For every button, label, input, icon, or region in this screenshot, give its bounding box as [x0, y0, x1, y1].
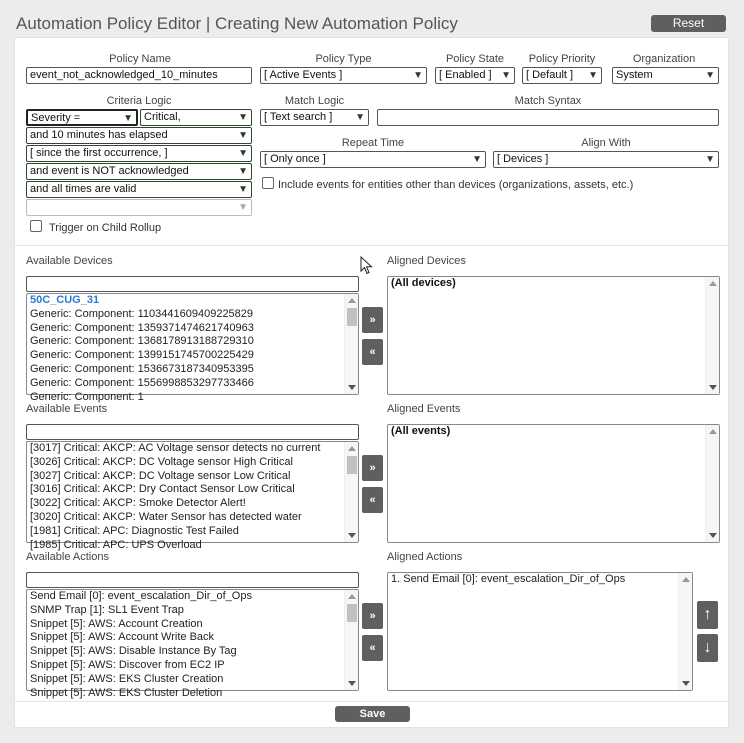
list-item[interactable]: [3022] Critical: AKCP: Smoke Detector Alert!	[30, 497, 246, 510]
list-item[interactable]: Generic: Component: 1556998853297733466	[30, 376, 254, 389]
list-item[interactable]: [3016] Critical: AKCP: Dry Contact Sensor Low Critical	[30, 483, 295, 496]
list-item[interactable]: Generic: Component: 1359371474621740963	[30, 321, 254, 334]
add-event-button[interactable]: »	[362, 455, 383, 481]
list-item[interactable]: Generic: Component: 1536673187340953395	[30, 362, 254, 375]
available-actions-label: Available Actions	[26, 551, 109, 563]
aligned-events-list[interactable]	[387, 424, 720, 543]
available-devices-list[interactable]	[26, 293, 359, 403]
list-item[interactable]: Generic: Component: 1103441609409225829	[30, 307, 254, 320]
scroll-thumb[interactable]	[347, 604, 357, 622]
move-down-button[interactable]: ↓	[697, 634, 718, 662]
actions-search-input[interactable]	[26, 572, 359, 588]
list-item[interactable]: [1981] Critical: APC: Diagnostic Test Failed	[30, 524, 239, 537]
devices-search-input[interactable]	[26, 276, 359, 292]
aligned-events-label: Aligned Events	[387, 403, 461, 415]
scrollbar[interactable]	[344, 442, 358, 542]
scroll-up-arrow-icon[interactable]	[348, 594, 356, 599]
available-events-list[interactable]	[26, 441, 359, 551]
policy-priority-select[interactable]	[522, 67, 602, 84]
severity-value-select[interactable]	[140, 109, 252, 126]
elapsed-time-select[interactable]	[26, 127, 252, 144]
chevron-down-icon: ▼	[238, 112, 248, 123]
policy-name-label: Policy Name	[109, 53, 171, 65]
severity-operator-value: Severity =	[31, 112, 81, 124]
section-divider	[15, 701, 728, 702]
occurrence-value: [ since the first occurrence, ]	[30, 147, 168, 159]
scrollbar[interactable]	[705, 277, 719, 394]
remove-device-button[interactable]: «	[362, 339, 383, 365]
policy-name-input[interactable]: event_not_acknowledged_10_minutes	[26, 67, 252, 84]
match-logic-select[interactable]	[260, 109, 369, 126]
list-item[interactable]: Send Email [0]: event_escalation_Dir_of_Ops	[30, 590, 252, 602]
list-item[interactable]: (All events)	[391, 425, 451, 437]
scroll-down-arrow-icon[interactable]	[348, 533, 356, 538]
scrollbar[interactable]	[344, 590, 358, 690]
organization-select[interactable]	[612, 67, 719, 84]
aligned-devices-list[interactable]	[387, 276, 720, 395]
repeat-time-label: Repeat Time	[341, 137, 405, 149]
title-bar	[0, 0, 744, 36]
list-item[interactable]: SNMP Trap [1]: SL1 Event Trap	[30, 603, 184, 616]
list-item[interactable]: Generic: Component: 1368178913188729310	[30, 335, 254, 348]
scroll-thumb[interactable]	[347, 456, 357, 474]
policy-priority-value: [ Default ]	[526, 69, 574, 81]
page-title: Automation Policy Editor | Creating New Automation Policy	[16, 14, 458, 33]
repeat-time-value: [ Only once ]	[264, 153, 326, 165]
match-syntax-label: Match Syntax	[514, 95, 582, 107]
list-item[interactable]: [1985] Critical: APC: UPS Overload	[30, 538, 202, 551]
aligned-devices-label: Aligned Devices	[387, 255, 466, 267]
policy-editor-panel	[14, 37, 729, 728]
policy-priority-label: Policy Priority	[528, 53, 596, 65]
chevron-down-icon: ▼	[238, 166, 248, 177]
scroll-down-arrow-icon[interactable]	[348, 681, 356, 686]
scroll-down-arrow-icon[interactable]	[709, 533, 717, 538]
criteria-logic-label: Criteria Logic	[106, 95, 172, 107]
chevron-down-icon: ▼	[238, 184, 248, 195]
match-logic-label: Match Logic	[284, 95, 345, 107]
remove-event-button[interactable]: «	[362, 487, 383, 513]
chevron-down-icon: ▼	[705, 154, 715, 165]
mouse-pointer-icon	[360, 256, 374, 276]
time-validity-select[interactable]	[26, 181, 252, 198]
organization-label: Organization	[632, 53, 696, 65]
save-button[interactable]: Save	[335, 706, 410, 722]
events-search-input[interactable]	[26, 424, 359, 440]
severity-value: Critical,	[144, 111, 181, 123]
scroll-thumb[interactable]	[347, 308, 357, 326]
chevron-down-icon: ▼	[472, 154, 482, 165]
trigger-child-rollup-checkbox[interactable]	[30, 220, 42, 232]
list-item[interactable]: Generic: Component: 1	[30, 390, 144, 403]
elapsed-time-value: and 10 minutes has elapsed	[30, 129, 168, 141]
list-item[interactable]: [3027] Critical: AKCP: DC Voltage sensor Low Critical	[30, 469, 291, 482]
chevron-down-icon: ▼	[238, 130, 248, 141]
match-syntax-input[interactable]	[377, 109, 719, 126]
severity-operator-select[interactable]	[26, 109, 138, 126]
available-events-label: Available Events	[26, 403, 108, 415]
scrollbar[interactable]	[678, 573, 692, 690]
reset-button[interactable]: Reset	[651, 15, 726, 32]
remove-action-button[interactable]: «	[362, 635, 383, 661]
align-with-label: Align With	[581, 137, 631, 149]
policy-state-value: [ Enabled ]	[439, 69, 492, 81]
list-item[interactable]: Snippet [5]: AWS: EKS Cluster Deletion	[30, 686, 223, 699]
add-action-button[interactable]: »	[362, 603, 383, 629]
list-item[interactable]: (All devices)	[391, 277, 456, 289]
list-item[interactable]: 50C_CUG_31	[30, 294, 100, 306]
organization-value: System	[616, 69, 653, 81]
include-other-entities-label: Include events for entities other than devices (organizations, assets, etc.)	[278, 179, 634, 191]
scrollbar[interactable]	[705, 425, 719, 542]
scrollbar[interactable]	[344, 294, 358, 394]
list-item[interactable]: Snippet [5]: AWS: EKS Cluster Creation	[30, 672, 224, 685]
extra-criteria-select[interactable]	[26, 199, 252, 216]
policy-type-label: Policy Type	[315, 53, 372, 65]
match-logic-value: [ Text search ]	[264, 111, 333, 123]
align-with-value: [ Devices ]	[497, 153, 549, 165]
occurrence-select[interactable]	[26, 145, 252, 162]
list-item[interactable]: Snippet [5]: AWS: Discover from EC2 IP	[30, 658, 225, 671]
chevron-down-icon: ▼	[705, 70, 715, 81]
scroll-up-arrow-icon[interactable]	[682, 577, 690, 582]
policy-state-label: Policy State	[445, 53, 505, 65]
add-device-button[interactable]: »	[362, 307, 383, 333]
aligned-actions-label: Aligned Actions	[387, 551, 463, 563]
policy-state-select[interactable]	[435, 67, 515, 84]
chevron-down-icon: ▼	[238, 148, 248, 159]
scroll-down-arrow-icon[interactable]	[682, 681, 690, 686]
acknowledged-select[interactable]	[26, 163, 252, 180]
chevron-down-icon: ▼	[413, 70, 423, 81]
include-other-entities-checkbox[interactable]	[262, 177, 274, 189]
align-with-select[interactable]	[493, 151, 719, 168]
policy-type-select[interactable]	[260, 67, 427, 84]
scroll-down-arrow-icon[interactable]	[348, 385, 356, 390]
available-actions-list[interactable]	[26, 589, 359, 699]
list-item[interactable]: Generic: Component: 1399151745700225429	[30, 349, 254, 362]
list-item[interactable]: Snippet [5]: AWS: Account Creation	[30, 617, 203, 630]
list-item[interactable]: Snippet [5]: AWS: Account Write Back	[30, 631, 215, 644]
scroll-up-arrow-icon[interactable]	[709, 429, 717, 434]
list-item[interactable]: [3017] Critical: AKCP: AC Voltage sensor detects no current	[30, 442, 321, 454]
section-divider	[15, 245, 728, 246]
list-item[interactable]: [3026] Critical: AKCP: DC Voltage sensor High Critical	[30, 455, 293, 468]
scroll-down-arrow-icon[interactable]	[709, 385, 717, 390]
chevron-down-icon: ▼	[123, 113, 133, 124]
chevron-down-icon: ▼	[588, 70, 598, 81]
acknowledged-value: and event is NOT acknowledged	[30, 165, 189, 177]
chevron-down-icon: ▼	[355, 112, 365, 123]
scroll-up-arrow-icon[interactable]	[348, 298, 356, 303]
aligned-actions-list[interactable]	[387, 572, 693, 691]
move-up-button[interactable]: ↑	[697, 601, 718, 629]
repeat-time-select[interactable]	[260, 151, 486, 168]
list-item[interactable]: [3020] Critical: AKCP: Water Sensor has detected water	[30, 510, 302, 523]
chevron-down-icon: ▼	[238, 202, 248, 213]
available-devices-label: Available Devices	[26, 255, 113, 267]
list-item[interactable]: 1. Send Email [0]: event_escalation_Dir_of_Ops	[391, 573, 626, 585]
policy-type-value: [ Active Events ]	[264, 69, 343, 81]
time-validity-value: and all times are valid	[30, 183, 137, 195]
trigger-child-rollup-label: Trigger on Child Rollup	[49, 222, 162, 234]
chevron-down-icon: ▼	[501, 70, 511, 81]
scroll-up-arrow-icon[interactable]	[709, 281, 717, 286]
scroll-up-arrow-icon[interactable]	[348, 446, 356, 451]
list-item[interactable]: Snippet [5]: AWS: Disable Instance By Tag	[30, 645, 237, 658]
